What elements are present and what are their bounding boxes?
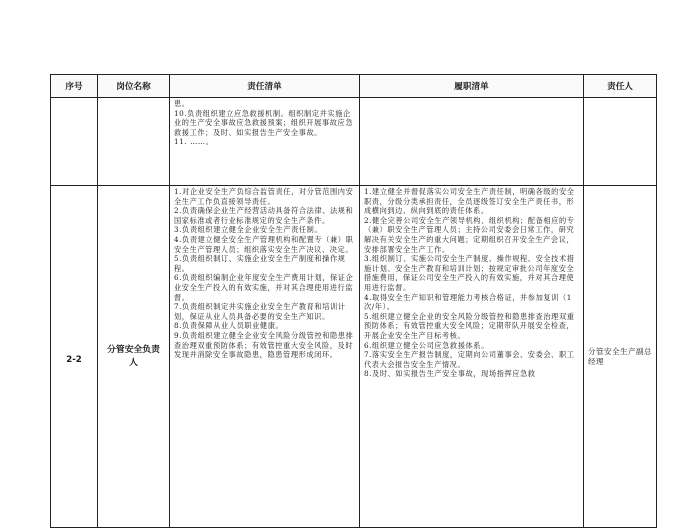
cont-post-cell: [98, 98, 170, 186]
duty-table: [50, 74, 657, 528]
header-owner: 责任人: [584, 75, 657, 98]
header-duty: 责任清单: [170, 75, 360, 98]
header-post: 岗位名称: [98, 75, 170, 98]
row-duty-text: 1.对企业安全生产负综合监管责任，对分管范围内安全生产工作负直接领导责任。 2.负责确保企业生产经营活动具备符合法律、法规和国家标准或者行业标准规定的安全生产条件。 3.负责组织建立健全企业安全生产责任制。 4.负责建立健全安全生产管理机构和配置专（兼）职安全生产管理人员；组织落实安全生产决议、决定。 5.负责组织制订、实施企业安全生产制度和操作规程。 6.负责组织编制企业年度安全生产费用计划，保证企业安全生产投入的有效实施，并对其合理使用进行监督。 7.负责组织制定并实施企业安全生产教育和培训计划，保证从业人员具备必要的安全生产知识。 8.负责保障从业人员职业健康。 9.负责组织建立健全企业安全风险分级管控和隐患排查治理双重预防体系；有效管控重大安全风险，及时发现并消除安全事故隐患，隐患管理形成闭环。: [174, 187, 354, 360]
cont-no-cell: [51, 98, 98, 186]
header-no: 序号: [51, 75, 98, 98]
row-duty-cell: [170, 186, 360, 528]
table-row-continued: [51, 98, 657, 186]
row-post-cell: [98, 186, 170, 528]
row-perf-text: 1.建立健全并督促落实公司安全生产责任制，明确各级的安全职责，分级分类承担责任，全员逐级签订安全生产责任书，形成横向到边、纵向到底的责任体系。 2.健全完善公司安全生产领导机构、组织机构；配备相应的专（兼）职安全生产管理人员；主持公司安委会日常工作，研究解决有关安全生产的重大问题；定期组织召开安全生产会议，安排部署安全生产工作。 3.组织制订、实施公司安全生产制度、操作规程、安全技术措施计划、安全生产教育和培训计划；按规定审批公司年度安全措施费用，保证公司安全生产投入的有效实施，并对其合理使用进行监督。 4.取得安全生产知识和管理能力考核合格证，并参加复训（1次/年）。 5.组织建立健全企业的安全风险分级管控和隐患排查治理双重预防体系；有效管控重大安全风险；定期带队开展安全检查，开展企业安全生产目标考核。 6.组织建立健全公司应急救援体系。 7.落实安全生产报告制度，定期向公司董事会、安委会、职工代表大会报告安全生产情况。 8.及时、如实报告生产安全事故，现场指挥应急救: [364, 187, 575, 379]
cont-duty-cell: [170, 98, 360, 186]
cont-owner-cell: [584, 98, 657, 186]
row-post: 分管安全负责人: [107, 344, 160, 368]
header-perf: 履职清单: [360, 75, 584, 98]
table-row: [51, 186, 657, 528]
row-no-cell: [51, 186, 98, 528]
row-owner-cell: [584, 186, 657, 528]
row-perf-cell: [360, 186, 584, 528]
row-owner: 分管安全生产副总经理: [588, 346, 652, 366]
row-no: 2-2: [66, 355, 82, 365]
cont-duty-text: 患。 10.负责组织建立应急救援机制。组织制定并实施企业的生产安全事故应急救援预案；组织开展事故应急救援工作；及时、如实报告生产安全事故。 11. ……。: [174, 99, 354, 147]
table-header-row: [51, 75, 657, 98]
cont-perf-cell: [360, 98, 584, 186]
